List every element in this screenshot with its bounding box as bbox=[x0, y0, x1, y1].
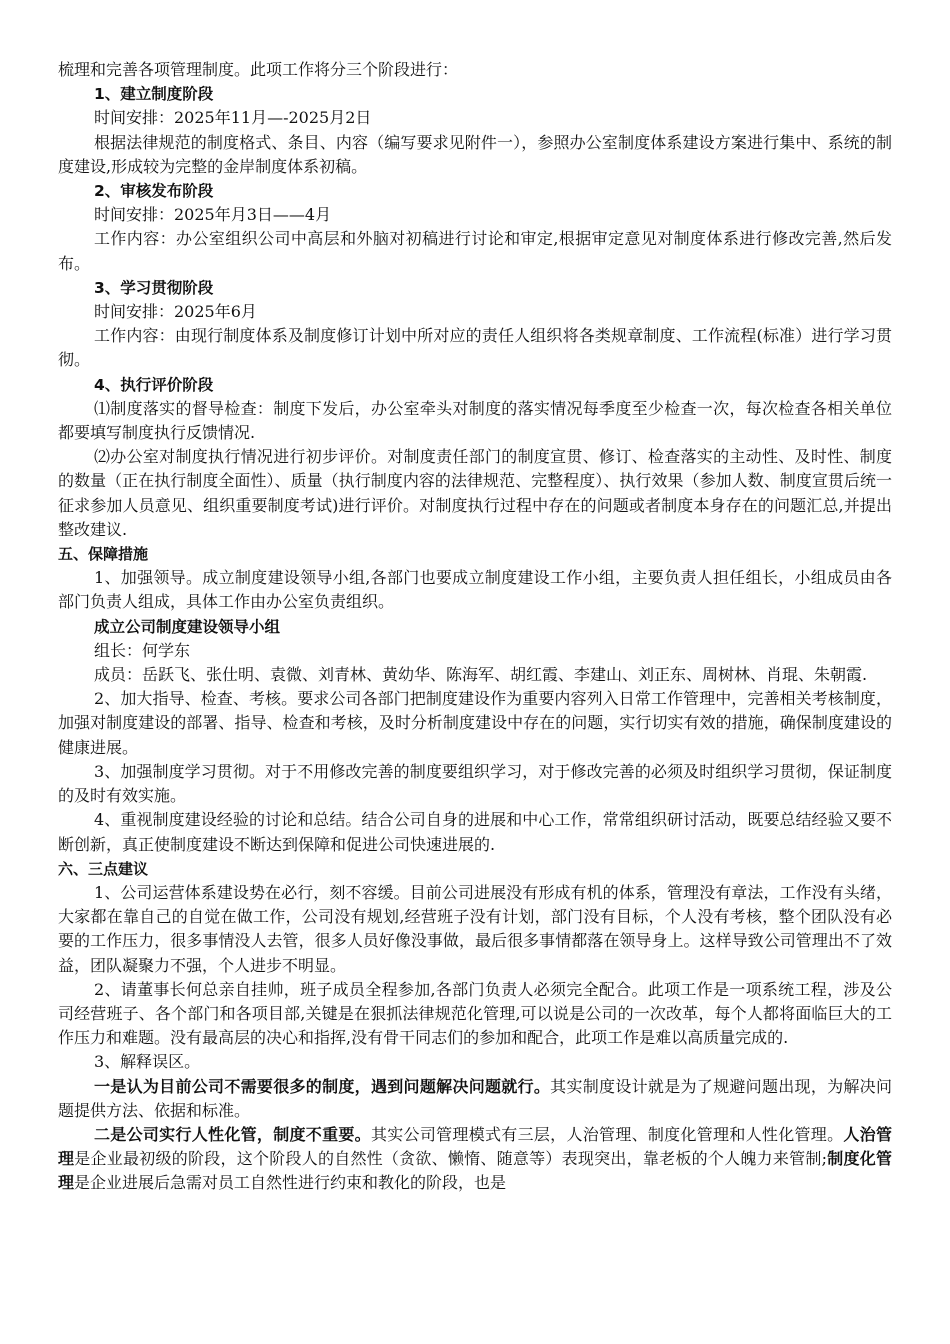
stage3-time: 时间安排：2025年6月 bbox=[94, 302, 257, 322]
stage3-heading: 3、学习贯彻阶段 bbox=[94, 278, 214, 297]
leadership-group-heading: 成立公司制度建设领导小组 bbox=[94, 617, 281, 636]
stage1-time: 时间安排：2025年11月—-2025月2日 bbox=[94, 108, 372, 128]
section5-paragraph-1: 1、加强领导。成立制度建设领导小组,各部门也要成立制度建设工作小组，主要负责人担任组长，小组成员由各部门负责人组成，具体工作由办公室负责组织。 bbox=[58, 568, 892, 612]
stage2-time: 时间安排：2025年月3日——4月 bbox=[94, 205, 332, 225]
stage2-body: 工作内容：办公室组织公司中高层和外脑对初稿进行讨论和审定,根据审定意见对制度体系进行修改完善,然后发布。 bbox=[58, 229, 892, 273]
stage1-heading: 1、建立制度阶段 bbox=[94, 85, 214, 104]
intro-paragraph: 梳理和完善各项管理制度。此项工作将分三个阶段进行： bbox=[58, 60, 459, 79]
misconception-2-text-a: 其实公司管理模式有三层，人治管理、制度化管理和人性化管理。 bbox=[370, 1124, 844, 1144]
section5-heading: 五、保障措施 bbox=[58, 545, 149, 564]
misconception-2-text-c: 是企业最初级的阶段，这个阶段人的自然性（贪欲、懒惰、随意等）表现突出，靠老板的个人魄力来管制; bbox=[74, 1149, 827, 1169]
section6-paragraph-3: 3、解释误区。 bbox=[94, 1052, 201, 1072]
section6-paragraph-2: 2、请董事长何总亲自挂帅，班子成员全程参加,各部门负责人必须完全配合。此项工作是一项系统工程，涉及公司经营班子、各个部门和各项目部,关键是在狠抓法律规范化管理,可以说是公司的一次改革，每个人都将面临巨大的工作压力和难题。没有最高层的决心和指挥,没有骨干同志们的参加和配合，此项工作是难以高质量完成的. bbox=[58, 979, 892, 1048]
section6-paragraph-5 bbox=[58, 1123, 892, 1196]
section6-paragraph-4 bbox=[58, 1075, 892, 1123]
group-leader: 组长：何学东 bbox=[94, 640, 191, 660]
stage4-paragraph-1: ⑴制度落实的督导检查：制度下发后，办公室牵头对制度的落实情况每季度至少检查一次，每次检查各相关单位都要填写制度执行反馈情况. bbox=[58, 398, 892, 443]
stage2-heading: 2、审核发布阶段 bbox=[94, 182, 214, 201]
misconception-2-text-e: 是企业进展后急需对员工自然性进行约束和教化的阶段，也是 bbox=[74, 1173, 507, 1193]
section6-paragraph-1: 1、公司运营体系建设势在必行，刻不容缓。目前公司进展没有形成有机的体系，管理没有章法，工作没有头绪，大家都在靠自己的自觉在做工作，公司没有规划,经营班子没有计划，部门没有目标，个人没有考核，整个团队没有必要的工作压力，很多事情没人去管，很多人员好像没事做，最后很多事情都落在领导身上。这样导致公司管理出不了效益，团队凝聚力不强，个人进步不明显。 bbox=[58, 882, 892, 975]
misconception-1-text: 其实制度设计就是为了规避问题出现，为解决问题提供方法、依据和标准。 bbox=[58, 1076, 892, 1120]
stage4-heading: 4、执行评价阶段 bbox=[94, 375, 214, 394]
group-members: 成员：岳跃飞、张仕明、袁微、刘青林、黄幼华、陈海军、胡红霞、李建山、刘正东、周树林、肖琨、朱朝霞. bbox=[94, 665, 868, 685]
section5-paragraph-3: 3、加强制度学习贯彻。对于不用修改完善的制度要组织学习，对于修改完善的必须及时组织学习贯彻，保证制度的及时有效实施。 bbox=[58, 761, 892, 806]
stage1-body: 根据法律规范的制度格式、条目、内容（编写要求见附件一），参照办公室制度体系建设方案进行集中、系统的制度建设,形成较为完整的金岸制度体系初稿。 bbox=[58, 132, 892, 176]
section6-heading: 六、三点建议 bbox=[58, 859, 149, 878]
section5-paragraph-4: 4、重视制度建设经验的讨论和总结。结合公司自身的进展和中心工作，常常组织研讨活动，既要总结经验又要不断创新，真正使制度建设不断达到保障和促进公司快速进展的. bbox=[58, 810, 892, 854]
rule-by-man-term: 人治管理 bbox=[58, 1124, 892, 1169]
stage3-body: 工作内容：由现行制度体系及制度修订计划中所对应的责任人组织将各类规章制度、工作流程(标准）进行学习贯彻。 bbox=[58, 326, 892, 370]
institutional-management-term: 制度化管理 bbox=[58, 1149, 892, 1193]
misconception-2-bold: 二是公司实行人性化管，制度不重要。 bbox=[94, 1124, 371, 1144]
misconception-1-bold: 一是认为目前公司不需要很多的制度，遇到问题解决问题就行。 bbox=[94, 1076, 551, 1096]
section5-paragraph-2: 2、加大指导、检查、考核。要求公司各部门把制度建设作为重要内容列入日常工作管理中，完善相关考核制度，加强对制度建设的部署、指导、检查和考核，及时分析制度建设中存在的问题，实行切实有效的措施，确保制度建设的健康进展。 bbox=[58, 689, 892, 757]
stage4-paragraph-2: ⑵办公室对制度执行情况进行初步评价。对制度责任部门的制度宣贯、修订、检查落实的主动性、及时性、制度的数量（正在执行制度全面性）、质量（执行制度内容的法律规范、完整程度）、执行效果（参加人数、制度宣贯后统一征求参加人员意见、组织重要制度考试)进行评价。对制度执行过程中存在的问题或者制度本身存在的问题汇总,并提出整改建议. bbox=[58, 447, 892, 539]
